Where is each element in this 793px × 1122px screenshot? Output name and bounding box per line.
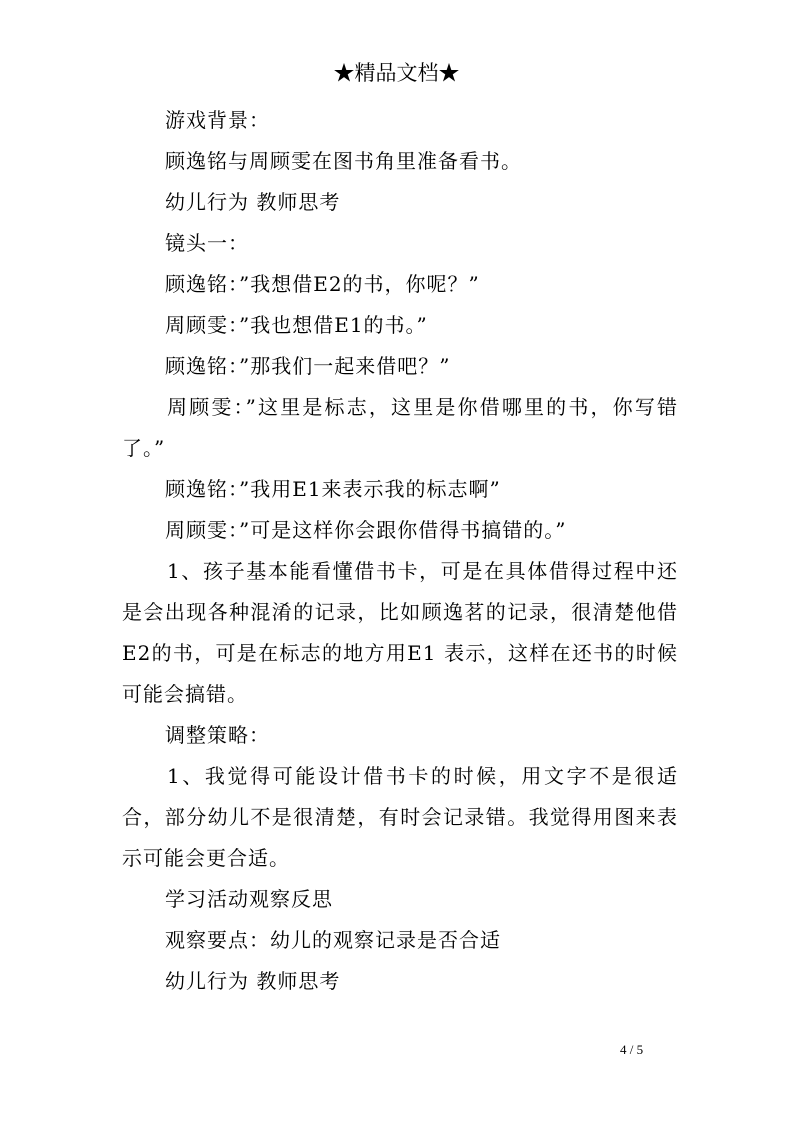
paragraph-analysis: 1、孩子基本能看懂借书卡，可是在具体借得过程中还是会出现各种混淆的记录，比如顾逸茗的记录，很清楚他借E2的书，可是在标志的地方用E1 表示，这样在还书的时候可能会搞错。	[122, 559, 678, 706]
document-header-title: ★精品文档★	[333, 61, 460, 85]
paragraph-behavior-thinking-label: 幼儿行为 教师思考	[165, 969, 341, 993]
paragraph-dialogue-line: 周顾雯：”我也想借E1的书。”	[165, 313, 428, 337]
paragraph-adjustment-strategy-heading: 调整策略：	[165, 723, 270, 747]
paragraph-dialogue-line: 顾逸铭：”我用E1来表示我的标志啊”	[165, 477, 501, 501]
paragraph-dialogue-line: 周顾雯：”可是这样你会跟你借得书搞错的。”	[165, 518, 567, 542]
paragraph-learning-reflection-heading: 学习活动观察反思	[165, 887, 333, 911]
paragraph-behavior-thinking-label: 幼儿行为 教师思考	[165, 190, 341, 214]
paragraph-dialogue-line: 顾逸铭：”我想借E2的书，你呢？”	[165, 272, 480, 296]
paragraph-dialogue-line: 周顾雯：”这里是标志，这里是你借哪里的书，你写错了。”	[122, 395, 678, 460]
paragraph-scene-setup: 顾逸铭与周顾雯在图书角里准备看书。	[165, 149, 522, 173]
paragraph-observation-points: 观察要点：幼儿的观察记录是否合适	[165, 928, 501, 952]
document-body	[122, 100, 678, 1002]
paragraph-adjustment-strategy: 1、我觉得可能设计借书卡的时候，用文字不是很适合，部分幼儿不是很清楚，有时会记录错。我觉得用图来表示可能会更合适。	[122, 764, 678, 870]
paragraph-dialogue-line: 顾逸铭：”那我们一起来借吧？”	[165, 354, 451, 378]
paragraph-shot-one-heading: 镜头一：	[165, 231, 249, 255]
page-number: 4 / 5	[620, 1042, 644, 1057]
paragraph-game-background-heading: 游戏背景：	[165, 108, 270, 132]
